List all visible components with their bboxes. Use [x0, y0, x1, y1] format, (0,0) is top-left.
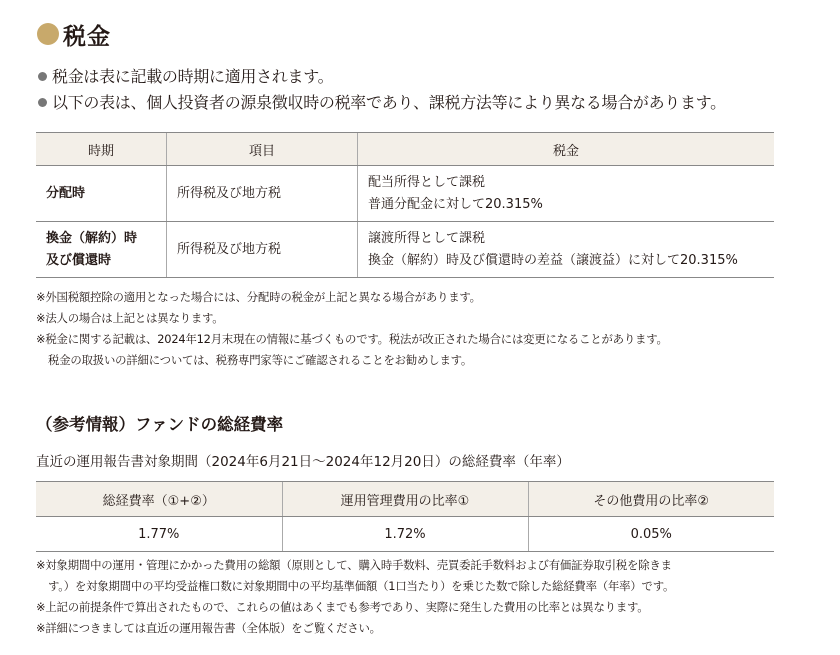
- note: ※税金に関する記載は、2024年12月末現在の情報に基づくものです。税法が改正された場合には変更になることがあります。: [36, 332, 668, 346]
- expense-table-header: [36, 482, 774, 517]
- tax-cell: 譲渡所得として課税 換金（解約）時及び償還時の差益（譲渡益）に対して20.315%: [358, 222, 775, 278]
- table-row: [36, 166, 774, 222]
- bullet-list: [38, 64, 798, 116]
- heading-text: 税金: [63, 23, 111, 50]
- table-row: [36, 517, 774, 552]
- header-total-ratio: 総経費率（①+②）: [36, 482, 282, 517]
- tax-table-header: [36, 133, 774, 166]
- reference-title: （参考情報）ファンドの総経費率: [36, 415, 284, 434]
- item-cell: 所得税及び地方税: [167, 222, 358, 278]
- expense-ratio-table: [36, 481, 774, 552]
- item-cell: 所得税及び地方税: [167, 166, 358, 222]
- tax-cell: 配当所得として課税 普通分配金に対して20.315%: [358, 166, 775, 222]
- note: ※対象期間中の運用・管理にかかった費用の総額（原則として、購入時手数料、売買委託手数料および有価証券取引税を除きま: [36, 558, 672, 572]
- header-other-ratio: その他費用の比率②: [528, 482, 774, 517]
- note: 税金の取扱いの詳細については、税務専門家等にご確認されることをお勧めします。: [48, 353, 473, 367]
- management-ratio-value: 1.72%: [282, 517, 528, 552]
- bullet-item: 税金は表に記載の時期に適用されます。: [38, 64, 798, 90]
- expense-notes: [36, 555, 796, 639]
- bullet-item: 以下の表は、個人投資者の源泉徴収時の税率であり、課税方法等により異なる場合があります。: [38, 90, 798, 116]
- period-cell: 分配時: [36, 166, 167, 222]
- header-period: 時期: [36, 133, 167, 166]
- other-ratio-value: 0.05%: [528, 517, 774, 552]
- circle-bullet-icon: [37, 23, 59, 45]
- tax-table: [36, 132, 774, 278]
- note: ※外国税額控除の適用となった場合には、分配時の税金が上記と異なる場合があります。: [36, 290, 481, 304]
- bullet-dot-icon: [38, 72, 47, 81]
- header-management-ratio: 運用管理費用の比率①: [282, 482, 528, 517]
- period-cell: 換金（解約）時 及び償還時: [36, 222, 167, 278]
- tax-notes: [36, 287, 796, 371]
- note: ※詳細につきましては直近の運用報告書（全体版）をご覧ください。: [36, 621, 381, 635]
- total-ratio-value: 1.77%: [36, 517, 282, 552]
- header-item: 項目: [167, 133, 358, 166]
- table-row: [36, 222, 774, 278]
- note: す。）を対象期間中の平均受益権口数に対象期間中の平均基準価額（1口当たり）を乗じた数で除した総経費率（年率）です。: [48, 579, 675, 593]
- section-heading: [37, 17, 111, 51]
- reference-caption: 直近の運用報告書対象期間（2024年6月21日～2024年12月20日）の総経費率（年率）: [36, 454, 570, 470]
- note: ※法人の場合は上記とは異なります。: [36, 311, 224, 325]
- note: ※上記の前提条件で算出されたもので、これらの値はあくまでも参考であり、実際に発生した費用の比率とは異なります。: [36, 600, 649, 614]
- header-tax: 税金: [358, 133, 775, 166]
- bullet-dot-icon: [38, 98, 47, 107]
